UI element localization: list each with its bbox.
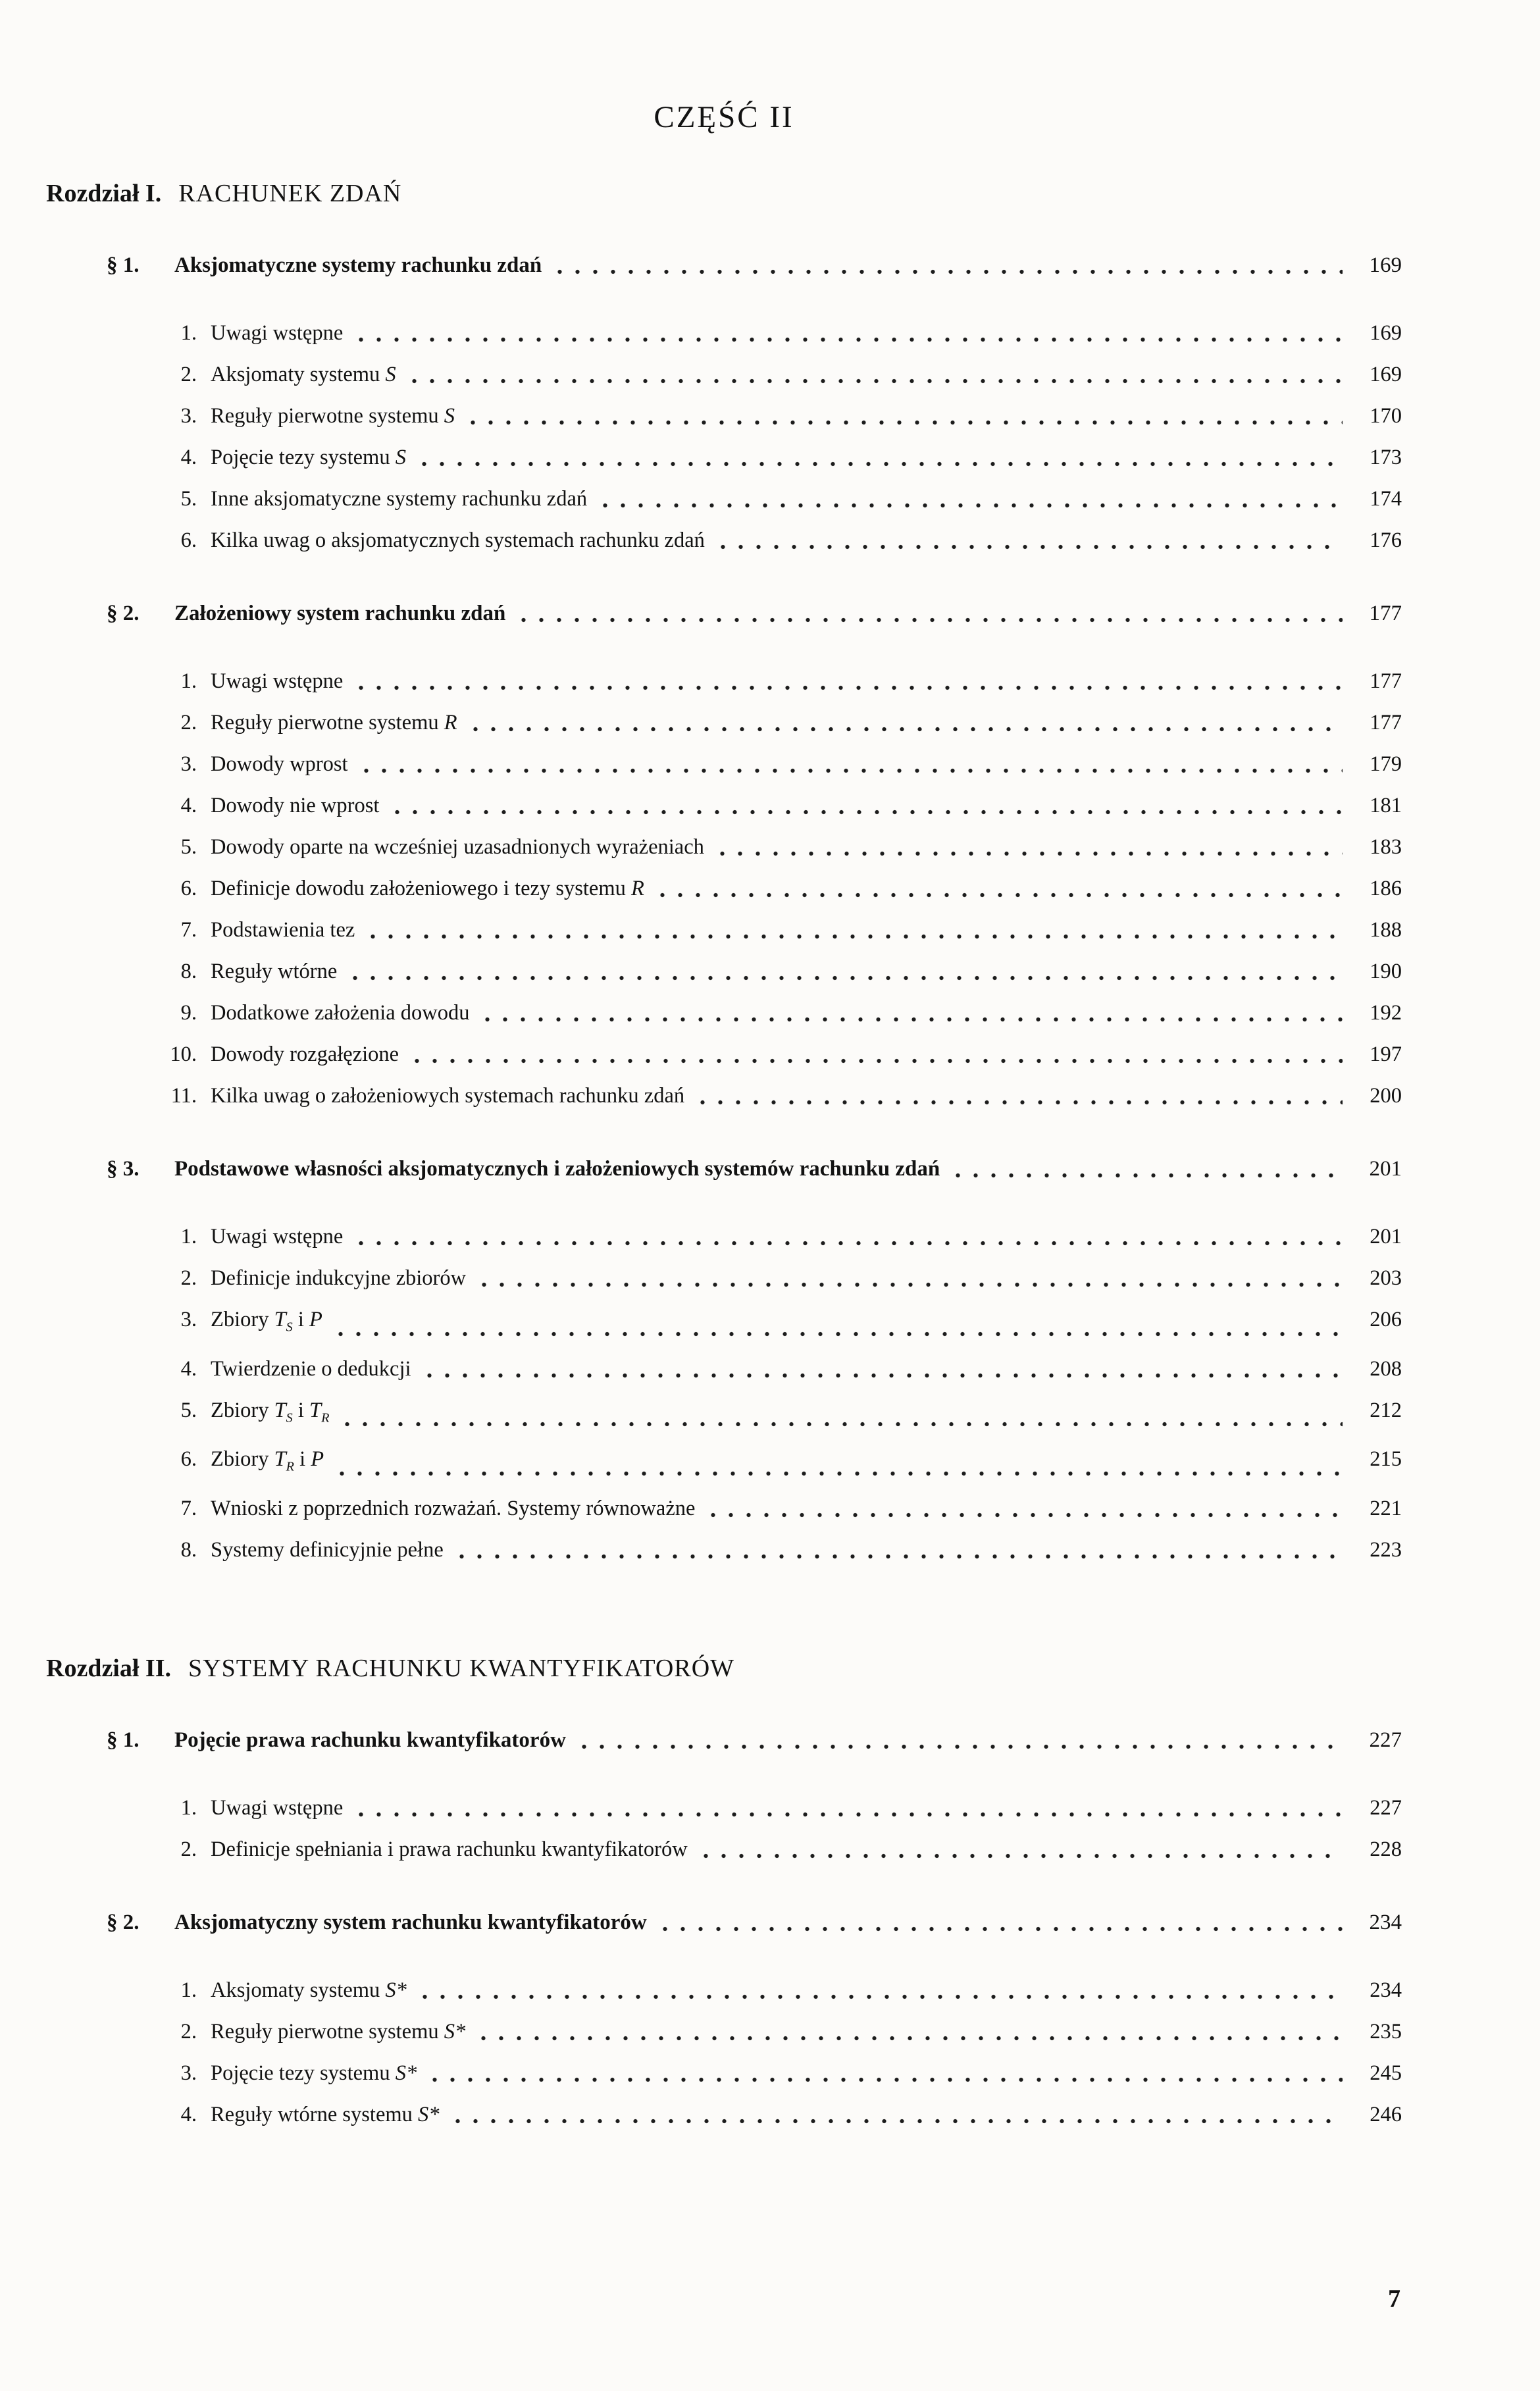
section-label: § 2. — [107, 602, 140, 625]
toc-item-row — [149, 1349, 1402, 1390]
toc-item-row — [149, 2094, 1402, 2136]
item-title — [211, 744, 348, 785]
item-title-part: Inne aksjomatyczne systemy rachunku zdań — [211, 487, 588, 511]
dot-leader-icon — [515, 617, 1343, 623]
toc-item-row — [149, 1488, 1402, 1530]
item-title-part: S* — [385, 1978, 407, 2002]
item-number: 6. — [180, 877, 197, 900]
dot-leader-icon — [475, 2036, 1343, 2041]
item-title-part: R — [286, 1459, 294, 1474]
item-title-part: Dowody rozgałęzione — [211, 1042, 399, 1066]
item-title-part: S — [395, 446, 406, 469]
item-number: 1. — [180, 321, 197, 345]
dot-leader-icon — [656, 1926, 1343, 1932]
dot-leader-icon — [364, 934, 1343, 939]
chapter-heading — [46, 174, 1402, 213]
toc-item-row — [149, 1390, 1402, 1439]
item-title — [211, 478, 587, 520]
item-title — [211, 702, 457, 744]
item-title-part: S* — [444, 2019, 466, 2044]
dot-leader-icon — [694, 1100, 1343, 1105]
item-title-part: Systemy definicyjnie pełne — [211, 1537, 444, 1562]
section-items — [46, 1787, 1402, 1870]
item-title — [211, 1488, 695, 1530]
section-page-number: 227 — [1369, 1728, 1402, 1752]
item-number: 9. — [180, 1001, 197, 1025]
toc-item-row — [149, 951, 1402, 992]
toc-item-row — [149, 1970, 1402, 2011]
item-page-number: 206 — [1370, 1308, 1402, 1331]
item-number: 4. — [180, 794, 197, 817]
item-page-number: 169 — [1370, 363, 1402, 386]
item-page-number: 192 — [1370, 1001, 1402, 1025]
dot-leader-icon — [352, 1241, 1343, 1246]
item-title — [211, 1970, 407, 2011]
dot-leader-icon — [332, 1331, 1343, 1337]
item-title-part: Definicje dowodu założeniowego i tezy systemu — [211, 877, 631, 900]
section-items — [46, 313, 1402, 561]
toc-section-row — [107, 593, 1402, 634]
item-title-part: S — [286, 1320, 293, 1335]
item-page-number: 200 — [1370, 1084, 1402, 1108]
item-title — [211, 785, 379, 827]
item-title — [211, 1439, 324, 1488]
item-title-part: Reguły pierwotne systemu — [211, 2019, 444, 2044]
section-label: § 1. — [107, 1728, 140, 1752]
toc-item-row — [149, 478, 1402, 520]
item-number: 4. — [180, 446, 197, 469]
section-label: § 1. — [107, 253, 140, 277]
dot-leader-icon — [596, 503, 1343, 508]
item-number: 2. — [180, 711, 197, 734]
item-title — [211, 2094, 440, 2136]
dot-leader-icon — [654, 892, 1343, 898]
item-title-part: T — [274, 1447, 286, 1471]
toc-item-row — [149, 2053, 1402, 2094]
item-page-number: 188 — [1370, 918, 1402, 942]
item-number: 4. — [180, 2102, 197, 2126]
item-title — [211, 868, 644, 910]
item-title — [211, 354, 396, 396]
item-page-number: 181 — [1370, 794, 1402, 817]
item-title-part: Uwagi wstępne — [211, 669, 344, 693]
item-title — [211, 2053, 417, 2094]
item-number: 1. — [180, 1795, 197, 1820]
item-number: 8. — [180, 1537, 197, 1562]
item-title — [211, 827, 704, 868]
item-page-number: 179 — [1370, 752, 1402, 776]
item-title-part: Dowody oparte na wcześniej uzasadnionych wyrażeniach — [211, 835, 704, 859]
toc-item-row — [149, 437, 1402, 478]
item-title-part: Dodatkowe założenia dowodu — [211, 1001, 470, 1025]
dot-leader-icon — [415, 461, 1343, 467]
item-title — [211, 1829, 688, 1870]
dot-leader-icon — [704, 1512, 1343, 1518]
item-page-number: 234 — [1370, 1978, 1402, 2002]
toc-item-row — [149, 1299, 1402, 1349]
item-title — [211, 2011, 465, 2053]
item-number: 1. — [180, 1225, 197, 1248]
item-page-number: 174 — [1370, 487, 1402, 511]
item-title-part: Podstawienia tez — [211, 918, 355, 942]
chapter-heading — [46, 1649, 1402, 1688]
item-page-number: 190 — [1370, 960, 1402, 983]
chapter-title: RACHUNEK ZDAŃ — [178, 180, 402, 207]
page-number: 7 — [1388, 2285, 1400, 2313]
item-number: 3. — [180, 2061, 197, 2085]
section-items — [46, 1970, 1402, 2136]
section-title: Aksjomatyczne systemy rachunku zdań — [174, 253, 542, 277]
item-title-part: R — [321, 1410, 330, 1425]
section-title: Założeniowy system rachunku zdań — [174, 602, 506, 625]
toc-item-row — [149, 1258, 1402, 1299]
item-title-part: Kilka uwag o założeniowych systemach rachunku zdań — [211, 1084, 685, 1108]
toc-item-row — [149, 1034, 1402, 1075]
item-title — [211, 910, 355, 951]
item-title-part: i — [292, 1398, 310, 1422]
item-title-part: Aksjomaty systemu — [211, 363, 386, 386]
toc-item-row — [149, 1829, 1402, 1870]
toc-section-row — [107, 1720, 1402, 1761]
dot-leader-icon — [478, 1017, 1343, 1022]
toc-item-row — [149, 910, 1402, 951]
item-page-number: 183 — [1370, 835, 1402, 859]
section-items — [46, 661, 1402, 1117]
item-title-part: Wnioski z poprzednich rozważań. Systemy równoważne — [211, 1496, 696, 1520]
item-title-part: Pojęcie tezy systemu — [211, 446, 396, 469]
item-title — [211, 313, 343, 354]
dot-leader-icon — [713, 851, 1343, 856]
part-title: CZĘŚĆ II — [654, 100, 794, 134]
item-title-part: Dowody wprost — [211, 752, 348, 776]
table-of-contents — [46, 174, 1402, 2136]
item-page-number: 170 — [1370, 404, 1402, 428]
dot-leader-icon — [949, 1173, 1343, 1178]
chapter — [46, 1649, 1402, 2136]
item-page-number: 177 — [1370, 711, 1402, 734]
section-title: Pojęcie prawa rachunku kwantyfikatorów — [174, 1728, 566, 1752]
dot-leader-icon — [352, 685, 1343, 690]
toc-item-row — [149, 1787, 1402, 1829]
item-page-number: 245 — [1370, 2061, 1402, 2085]
item-title-part: T — [309, 1398, 322, 1422]
item-number: 3. — [180, 752, 197, 776]
dot-leader-icon — [388, 810, 1343, 815]
item-number: 11. — [170, 1084, 197, 1108]
dot-leader-icon — [449, 2119, 1343, 2124]
dot-leader-icon — [467, 727, 1343, 732]
item-number: 3. — [180, 404, 197, 428]
item-number: 7. — [180, 918, 197, 942]
toc-section-row — [107, 245, 1402, 286]
item-page-number: 227 — [1370, 1795, 1402, 1820]
item-number: 5. — [180, 487, 197, 511]
chapter-title: SYSTEMY RACHUNKU KWANTYFIKATORÓW — [188, 1654, 735, 1682]
item-title-part: Pojęcie tezy systemu — [211, 2061, 396, 2085]
item-number: 2. — [180, 1266, 197, 1290]
dot-leader-icon — [338, 1422, 1343, 1427]
dot-leader-icon — [352, 337, 1343, 342]
item-title-part: P — [309, 1308, 322, 1331]
dot-leader-icon — [714, 544, 1343, 550]
item-title-part: Zbiory — [211, 1447, 274, 1471]
toc-item-row — [149, 661, 1402, 702]
item-title-part: T — [274, 1308, 286, 1331]
item-title-part: Aksjomaty systemu — [211, 1978, 386, 2002]
item-number: 6. — [180, 528, 197, 552]
item-title-part: Uwagi wstępne — [211, 1795, 344, 1820]
dot-leader-icon — [352, 1812, 1343, 1817]
item-title — [211, 1299, 322, 1349]
item-page-number: 201 — [1370, 1225, 1402, 1248]
item-page-number: 223 — [1370, 1537, 1402, 1562]
dot-leader-icon — [464, 420, 1343, 425]
toc-item-row — [149, 520, 1402, 561]
item-title — [211, 661, 343, 702]
toc-item-row — [149, 992, 1402, 1034]
item-title-part: S* — [395, 2061, 417, 2085]
item-number: 4. — [180, 1356, 197, 1381]
item-page-number: 203 — [1370, 1266, 1402, 1290]
section-page-number: 177 — [1369, 602, 1402, 625]
item-page-number: 212 — [1370, 1398, 1402, 1422]
item-page-number: 246 — [1370, 2102, 1402, 2126]
item-page-number: 169 — [1370, 321, 1402, 345]
item-title-part: Reguły pierwotne systemu — [211, 711, 444, 734]
item-number: 2. — [180, 363, 197, 386]
item-title-part: Zbiory — [211, 1308, 274, 1331]
chapter-label: Rozdział I. — [46, 180, 162, 207]
item-title — [211, 520, 705, 561]
section-items — [46, 1216, 1402, 1571]
dot-leader-icon — [357, 768, 1343, 773]
dot-leader-icon — [453, 1554, 1343, 1559]
item-number: 6. — [180, 1447, 197, 1471]
item-title — [211, 1075, 684, 1117]
item-number: 10. — [170, 1042, 197, 1066]
item-title — [211, 1390, 329, 1439]
item-page-number: 228 — [1370, 1837, 1402, 1861]
toc-item-row — [149, 396, 1402, 437]
item-page-number: 221 — [1370, 1496, 1402, 1520]
item-title-part: Uwagi wstępne — [211, 321, 344, 345]
section-title: Aksjomatyczny system rachunku kwantyfikatorów — [174, 1910, 647, 1934]
item-title-part: S — [286, 1410, 293, 1425]
item-title-part: R — [630, 877, 644, 900]
item-page-number: 197 — [1370, 1042, 1402, 1066]
dot-leader-icon — [697, 1853, 1343, 1859]
toc-item-row — [149, 354, 1402, 396]
item-page-number: 215 — [1370, 1447, 1402, 1471]
item-title — [211, 396, 455, 437]
section-page-number: 201 — [1369, 1157, 1402, 1181]
item-title-part: Reguły pierwotne systemu — [211, 404, 444, 428]
item-number: 2. — [180, 2019, 197, 2044]
dot-leader-icon — [408, 1058, 1343, 1064]
item-page-number: 186 — [1370, 877, 1402, 900]
item-page-number: 235 — [1370, 2019, 1402, 2044]
toc-item-row — [149, 2011, 1402, 2053]
toc-item-row — [149, 313, 1402, 354]
item-title — [211, 951, 337, 992]
toc-item-row — [149, 1439, 1402, 1488]
dot-leader-icon — [346, 975, 1343, 981]
item-title-part: Definicje spełniania i prawa rachunku kwantyfikatorów — [211, 1837, 688, 1861]
toc-item-row — [149, 1075, 1402, 1117]
toc-section-row — [107, 1902, 1402, 1943]
toc-item-row — [149, 1530, 1402, 1571]
item-title-part: Kilka uwag o aksjomatycznych systemach rachunku zdań — [211, 528, 705, 552]
toc-item-row — [149, 1216, 1402, 1258]
dot-leader-icon — [426, 2077, 1343, 2082]
item-number: 3. — [180, 1308, 197, 1331]
dot-leader-icon — [405, 378, 1343, 384]
dot-leader-icon — [551, 269, 1343, 274]
item-number: 7. — [180, 1496, 197, 1520]
item-title — [211, 1530, 444, 1571]
item-number: 5. — [180, 835, 197, 859]
toc-section-row — [107, 1148, 1402, 1190]
toc-item-row — [149, 702, 1402, 744]
toc-item-row — [149, 785, 1402, 827]
item-number: 1. — [180, 669, 197, 693]
dot-leader-icon — [475, 1282, 1343, 1287]
item-title-part: T — [274, 1398, 286, 1422]
chapter — [46, 174, 1402, 1571]
item-title — [211, 992, 469, 1034]
item-title-part: i — [292, 1308, 310, 1331]
item-number: 1. — [180, 1978, 197, 2002]
toc-item-row — [149, 744, 1402, 785]
section-label: § 2. — [107, 1910, 140, 1934]
section-title: Podstawowe własności aksjomatycznych i założeniowych systemów rachunku zdań — [174, 1157, 940, 1181]
item-title-part: S — [444, 404, 455, 428]
dot-leader-icon — [416, 1994, 1343, 1999]
toc-item-row — [149, 827, 1402, 868]
item-page-number: 173 — [1370, 446, 1402, 469]
item-title — [211, 1349, 411, 1390]
section-page-number: 169 — [1369, 253, 1402, 277]
dot-leader-icon — [421, 1373, 1343, 1378]
item-title-part: Reguły wtórne systemu — [211, 2102, 419, 2126]
item-title — [211, 437, 406, 478]
item-title-part: Reguły wtórne — [211, 960, 338, 983]
item-title-part: Twierdzenie o dedukcji — [211, 1356, 411, 1381]
item-title — [211, 1258, 466, 1299]
item-title-part: Zbiory — [211, 1398, 274, 1422]
item-number: 5. — [180, 1398, 197, 1422]
item-title-part: Definicje indukcyjne zbiorów — [211, 1266, 467, 1290]
section-page-number: 234 — [1369, 1910, 1402, 1934]
item-number: 2. — [180, 1837, 197, 1861]
item-page-number: 208 — [1370, 1356, 1402, 1381]
dot-leader-icon — [575, 1744, 1343, 1749]
toc-item-row — [149, 868, 1402, 910]
item-title-part: i — [294, 1447, 311, 1471]
item-number: 8. — [180, 960, 197, 983]
item-title-part: R — [444, 711, 457, 734]
item-title-part: S* — [418, 2102, 440, 2126]
item-page-number: 176 — [1370, 528, 1402, 552]
item-title-part: Uwagi wstępne — [211, 1225, 344, 1248]
item-title — [211, 1034, 399, 1075]
item-page-number: 177 — [1370, 669, 1402, 693]
item-title-part: Dowody nie wprost — [211, 794, 380, 817]
item-title — [211, 1787, 343, 1829]
dot-leader-icon — [333, 1471, 1343, 1476]
item-title-part: P — [311, 1447, 324, 1471]
chapter-label: Rozdział II. — [46, 1654, 171, 1682]
section-label: § 3. — [107, 1157, 140, 1181]
item-title — [211, 1216, 343, 1258]
item-title-part: S — [385, 363, 396, 386]
